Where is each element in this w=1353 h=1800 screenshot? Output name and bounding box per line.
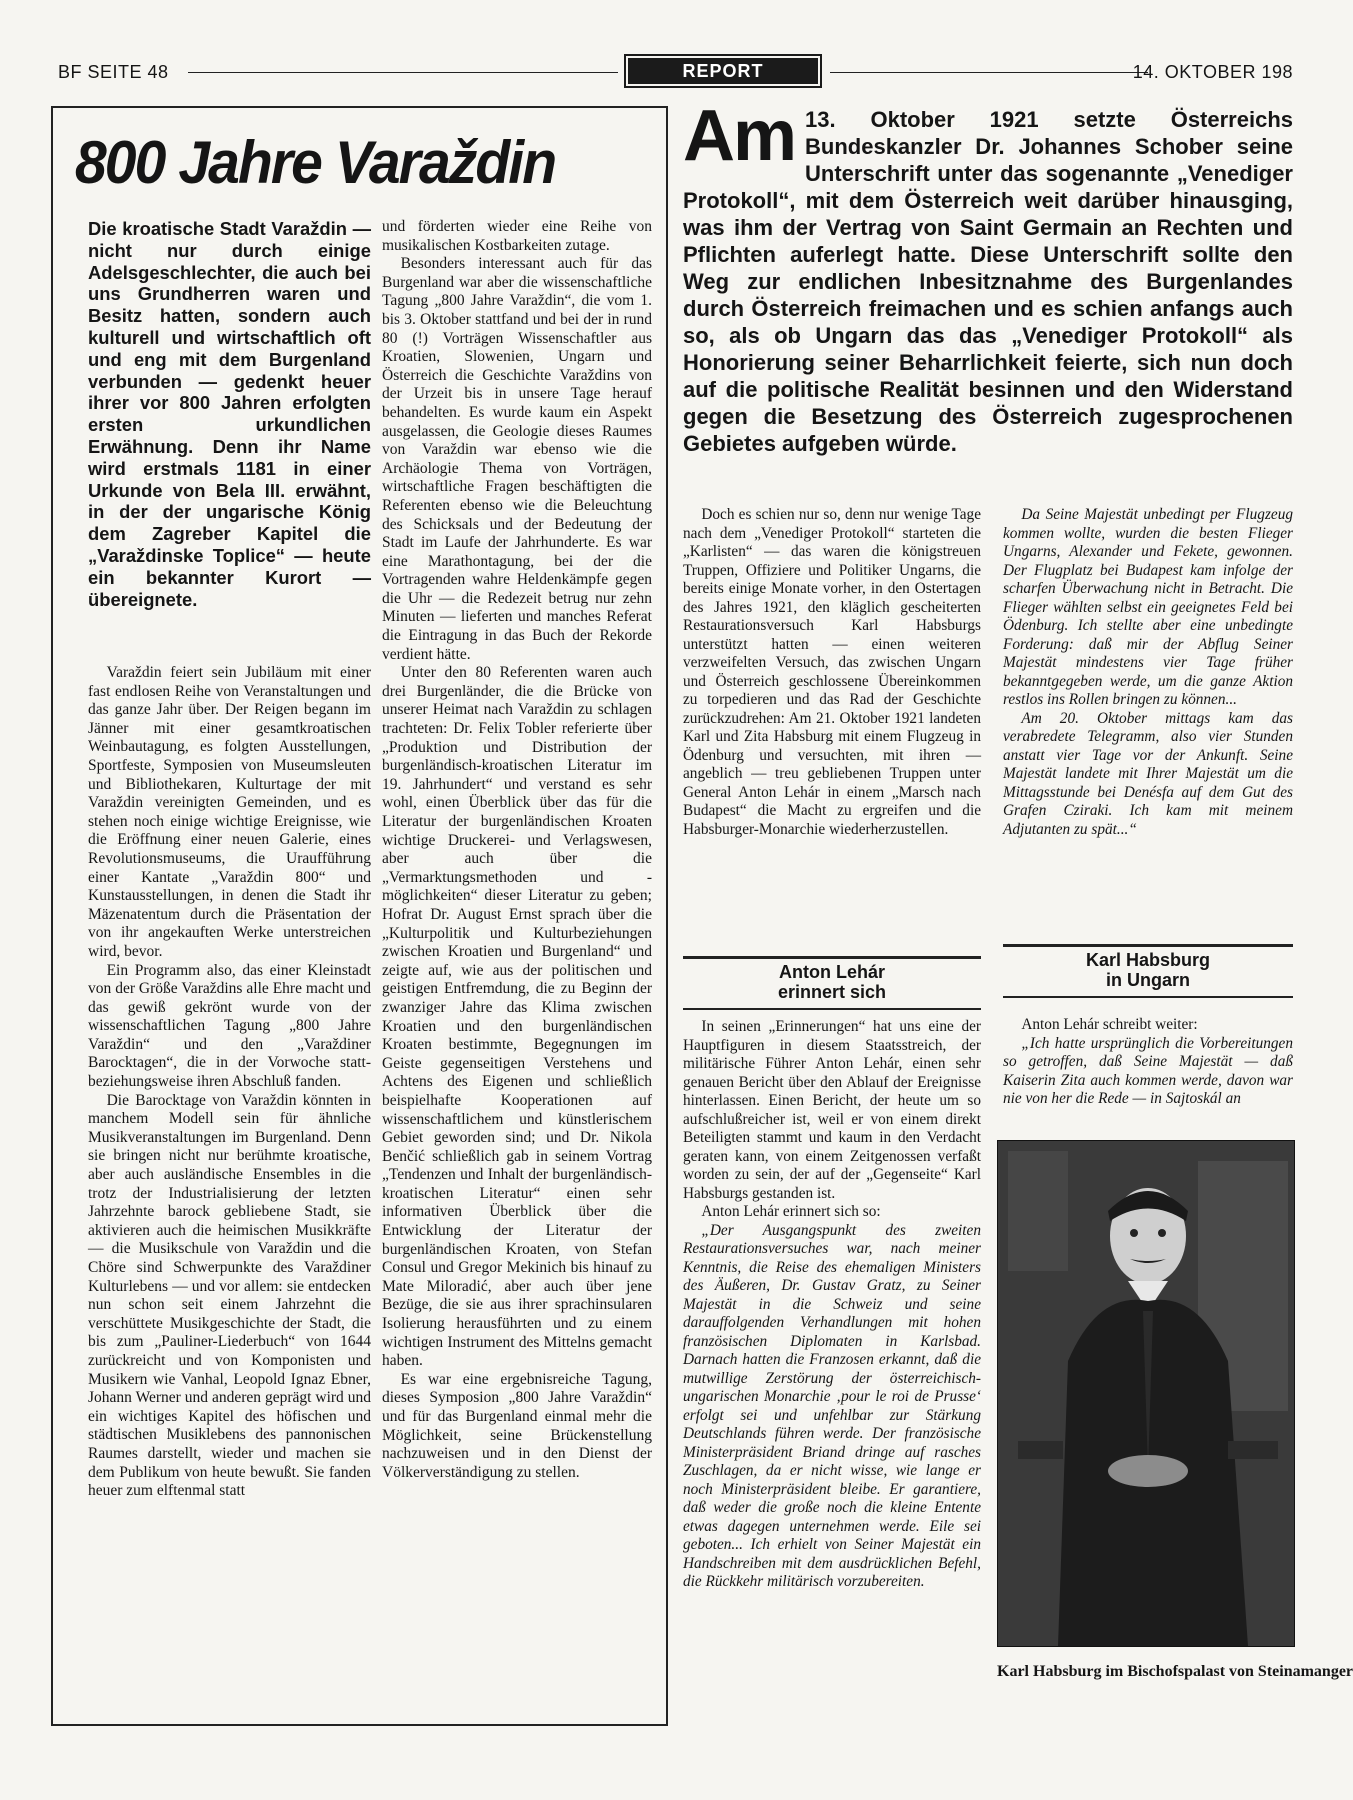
paragraph: Es war eine ergebnisreiche Tagung, dieses Symposion „800 Jahre Varaždin“ und für das Burgenland einmal mehr die Möglichkeit, seine Brückenstellung nachzuweisen und in den Dienst der Völkerverständigung zu stellen.: [382, 1370, 652, 1481]
paragraph: Doch es schien nur so, denn nur wenige Tage nach dem „Venediger Protokoll“ starteten die „Karlisten“ — das waren die königstreuen Truppen, Offiziere und Politiker Ungarns, die bereits einige Monate vorher, in den Ostertagen des Jahres 1921, den kläglich gescheiterten Restaurationsversuch Karl Habsburgs unterstützt hatten — einen weiteren verzweifelten Versuch, das zwischen Ungarn und Österreich geschlossene Übereinkommen zu torpedieren und das Rad der Geschichte zurückzudrehen: Am 21. Oktober 1921 landeten Karl und Zita Habsburg mit einem Flugzeug in Ödenburg und versuchten, mit ihren — angeblich — treu gebliebenen Truppen unter General Anton Lehár in einem „Marsch nach Budapest“ die Macht zu ergreifen und die Habsburger-Monarchie wiederherzustellen.: [683, 506, 981, 838]
article-lead: [88, 218, 371, 630]
article-column-2: [382, 218, 652, 1482]
report-column-a: [683, 506, 981, 839]
paragraph: und förderten wieder eine Reihe von musikalischen Kostbarkeiten zutage.: [382, 218, 652, 254]
portrait-illustration: [998, 1141, 1294, 1646]
portrait-photo: [997, 1140, 1295, 1647]
subhead-rule-b: [1003, 944, 1293, 947]
article-column-1: [88, 664, 371, 1501]
subhead-line-1: Anton Lehár: [779, 962, 885, 982]
subhead-line-2: erinnert sich: [777, 982, 887, 1002]
article-box-varazdin: [51, 106, 668, 1726]
header-rule-left: [188, 72, 618, 73]
quote-paragraph: Am 20. Oktober mittags kam das verabredete Telegramm, also vier Stunden anstatt vier Tage vor der Ankunft. Seine Majestät landete mit Ihrer Majestät um die Mittagsstunde bei Denésfa auf dem Gut des Grafen Cziraki. Ich kam mit meinem Adjutanten zu spät...“: [1003, 709, 1293, 838]
page-header: [58, 62, 1293, 84]
subhead-lehar: [683, 962, 981, 1002]
subhead-rule-b2: [1003, 996, 1293, 998]
photo-caption: Karl Habsburg im Bischofspalast von Steinamanger: [997, 1663, 1353, 1680]
paragraph: Die Barocktage von Varaždin könnten in manchem Modell sein für ähnliche Musikveranstaltungen im Burgenland. Denn sie bringen nicht nur berühmte kroatische, aber auch ausländische Ensembles in die trotz der Industrialisierung der letzten Jahrzehnte barock gebliebene Stadt, sie aktivieren auch die heimischen Musikkräfte — die Musikschule von Varaždin und die Chöre sind Schwerpunkte des Varaždiner Kulturlebens — und vor allem: sie entdecken nun schon seit einem Jahrzehnt die verschüttete Musikgeschichte der Stadt, die bis zum „Pauliner-Liederbuch“ von 1644 zurückreicht und von Komponisten und Musikern wie Vanhal, Leopold Ignaz Ebner, Johann Werner und anderen geprägt wird und ein wichtiges Kapitel des höfischen und städtischen Musiklebens des pannonischen Raumes darstellt, wieder und machen sie dem Publikum von heute bewußt. Sie fanden heuer zum elftenmal statt: [88, 1091, 371, 1500]
report-column-b: [1003, 506, 1293, 839]
issue-date: 14. OKTOBER 198: [1132, 62, 1293, 82]
quote-paragraph: Da Seine Majestät unbedingt per Flugzeug kommen wollte, wurden die besten Flieger Ungarns, Alexander und Fekete, gewonnen. Der Flugplatz bei Budapest kam infolge der scharfen Überwachung nicht in Betracht. Die Flieger wählten selbst ein geeignetes Feld bei Ödenburg. Ich stellte aber eine unbedingte Forderung: daß mir der Abflug Seiner Majestät mindestens vier Tage früher bekanntgegeben werde, um die ganze Aktion restlos ins Rollen bringen zu können...: [1003, 506, 1293, 708]
paragraph: Anton Lehár erinnert sich so:: [701, 1203, 881, 1220]
header-rule-right: [830, 72, 1148, 73]
subhead-rule-a: [683, 956, 981, 959]
subhead-rule-a2: [683, 1008, 981, 1010]
paragraph: Anton Lehár schreibt weiter:: [1021, 1016, 1198, 1033]
report-intro: [683, 96, 1293, 457]
paragraph: Ein Programm also, das einer Kleinstadt von der Größe Varaždins alle Ehre macht und das gewiß gekrönt wurde von der wissenschaftlichen Tagung „800 Jahre Varaždin“ und den „Varaždiner Barocktagen“, die in der Vorwoche statt- beziehungsweise ihren Abschluß fanden.: [88, 961, 371, 1091]
paragraph: Unter den 80 Referenten waren auch drei Burgenländer, die die Brücke von unserer Heimat nach Varaždin zu schlagen trachteten: Dr. Felix Tobler referierte über „Produktion und Distribution der burgenländisch-kroatischen Literatur im 19. Jahrhundert“ und verstand es sehr wohl, einen Überblick über das für die Literatur der burgenländischen Kroaten wichtige Druckerei- und Verlagswesen, aber auch über die „Vermarktungsmethoden und -möglichkeiten“ dieser Literatur zu geben; Hofrat Dr. August Ernst sprach über die „Kulturpolitik und Kulturbeziehungen zwischen Kroatien und Burgenland“ und zeigte auf, wie aus der politischen und geistigen Entfremdung, die zu Beginn der zwanziger Jahre das Klima zwischen Kroatien und den burgenländischen Kroaten bestimmte, Begegnungen im Geiste gegenseitigen Verstehens und Achtens des Eigenen und schließlich beispielhafte Kooperationen auf wissenschaftlichem und künstlerischem Gebiet geworden sind; und Dr. Nikola Benčić schließlich gab in seinem Vortrag „Tendenzen und Inhalt der burgenländisch-kroatischen Literatur“ einen sehr informativen Überblick über die Entwicklung der Literatur der burgenländischen Kroaten, von Stefan Consul und Gregor Mekinich bis hinauf zu Mate Miloradić, aber auch über jene Bezüge, die sie aus ihrer sprachinsularen Isolierung herausführten und zu einem wichtigen Instrument des Mittelns gemacht haben.: [382, 664, 652, 1370]
paragraph: In seinen „Erinnerungen“ hat uns eine der Hauptfiguren in diesem Staatsstreich, der militärische Führer Anton Lehár, einen sehr genauen Bericht über den Ablauf der Ereignisse hinterlassen. Einen Bericht, der heute um so aufschlußreicher ist, weil er von einem direkt Beteiligten stammt und kaum in den Verdacht geraten kann, von einem Zeitgenossen verfaßt worden zu sein, der auf der „Gegenseite“ Karl Habsburgs gestanden ist.: [683, 1018, 981, 1202]
article-title: 800 Jahre Varaždin: [75, 129, 556, 196]
quote-paragraph: „Ich hatte ursprünglich die Vorbereitungen so getroffen, daß Seine Majestät — daß Kaiserin Zita auch kommen werde, davon war nie von her die Rede — in Sajtoskál an: [1003, 1034, 1293, 1107]
subhead-line-2: in Ungarn: [1106, 970, 1190, 990]
subhead-karl: [1003, 950, 1293, 990]
subhead-line-1: Karl Habsburg: [1085, 950, 1211, 970]
paragraph: Besonders interessant auch für das Burgenland war aber die wissenschaftliche Tagung „800 Jahre Varaždin“, die vom 1. bis 3. Oktober stattfand und bei der in rund 80 (!) Vorträgen Wissenschaftler aus Kroatien, Slowenien, Ungarn und Österreich die Geschichte Varaždins von der Urzeit bis in unsere Tage herauf behandelten. Es wurde kaum ein Aspekt ausgelassen, die Geologie dieses Raumes von Varaždin war ebenso wie die Archäologie Thema von Vorträgen, wirtschaftliche Fragen beschäftigten die Referenten ebenso wie die Beleuchtung des Schicksals und der Bedeutung der Stadt im Laufe der Jahrhunderte. Es war eine Marathontagung, bei der die Vortragenden wahre Heldenkämpfe gegen die Uhr — die Redezeit betrug nur zehn Minuten — lieferten und manches Referat die Eintragung in das Buch der Rekorde verdient hätte.: [382, 255, 652, 663]
intro-text: 13. Oktober 1921 setzte Österreichs Bundeskanzler Dr. Johannes Schober seine Unterschrift unter das sogenannte „Venediger Protokoll“, mit dem Österreich weit darüber hinausging, was ihm der Vertrag von Saint Germain an Rechten und Pflichten auferlegt hatte. Diese Unterschrift sollte den Weg zur endlichen Inbesitznahme des Burgenlandes durch Österreich freimachen und es schien anfangs auch so, als ob Ungarn das das „Venediger Protokoll“ als Honorierung seiner Beharrlichkeit feierte, sich nun doch auf die politische Realität besinnen und den Widerstand gegen die Besetzung des Österreich zugesprochenen Gebietes aufgeben würde.: [683, 107, 1293, 456]
section-label: REPORT: [628, 58, 818, 84]
lead-paragraph: Die kroatische Stadt Varaždin — nicht nur durch einige Adelsgeschlechter, die auch bei uns Grundherren waren und Besitz hatten, sondern auch kulturell und wirtschaftlich oft und eng mit dem Burgenland verbunden — gedenkt heuer ihrer vor 800 Jahren erfolgten ersten urkundlichen Erwähnung. Denn ihr Name wird erstmals 1181 in einer Urkunde von Bela III. erwähnt, in der der ungarische König dem Zagreber Kapitel die „Varaždinske Toplice“ — heute ein bekannter Kurort — übereignete.: [88, 218, 371, 610]
report-column-b2: [1003, 1016, 1293, 1109]
quote-paragraph: „Der Ausgangspunkt des zweiten Restaurationsversuches war, nach meiner Kenntnis, die Reise des ehemaligen Ministers des Äußeren, Dr. Gustav Gratz, zu Seiner Majestät in die Schweiz und seine darauffolgenden Verhandlungen mit hohen französischen Diplomaten in Karlsbad. Darnach hatten die Franzosen erkannt, daß die mutwillige Zerstörung der österreichisch-ungarischen Monarchie ‚pour le roi de Prusse‘ erfolgt sei und unfehlbar zur Stärkung Deutschlands führen werde. Der französische Ministerpräsident Briand dringe auf rasches Zuschlagen, da er nicht wisse, wie lange er noch Ministerpräsident bleibe. Er garantiere, daß weder die große noch die kleine Entente etwas dagegen unternehmen werde. Eile sei geboten... Ich erhielt von Seiner Majestät ein Handschreiben mit dem ausdrücklichen Befehl, die Rückkehr militärisch vorzubereiten.: [683, 1221, 981, 1590]
paragraph: Varaždin feiert sein Jubiläum mit einer fast endlosen Reihe von Veranstaltungen und das ganze Jahr über. Der Reigen begann im Jänner mit einer gesamtkroatischen Weinbautagung, es folgten Ausstellungen, Sportfeste, Symposien von Museumsleuten und Bibliothekaren, Kulturtage der mit Varaždin vereinigten Gemeinden, und es stehen noch einige wichtige Ereignisse, wie die Eröffnung einer neuen Galerie, eines Revolutionsmuseums, die Uraufführung einer Kantate „Varaždin 800“ und Kunstausstellungen, in denen die Stadt ihr Mäzenatentum durch die Präsentation der von ihr angekauften Werke unterstreichen wird, bevor.: [88, 664, 371, 960]
drop-cap: Am: [683, 96, 796, 176]
page-number: BF SEITE 48: [58, 62, 169, 82]
report-column-a2: [683, 1018, 981, 1592]
